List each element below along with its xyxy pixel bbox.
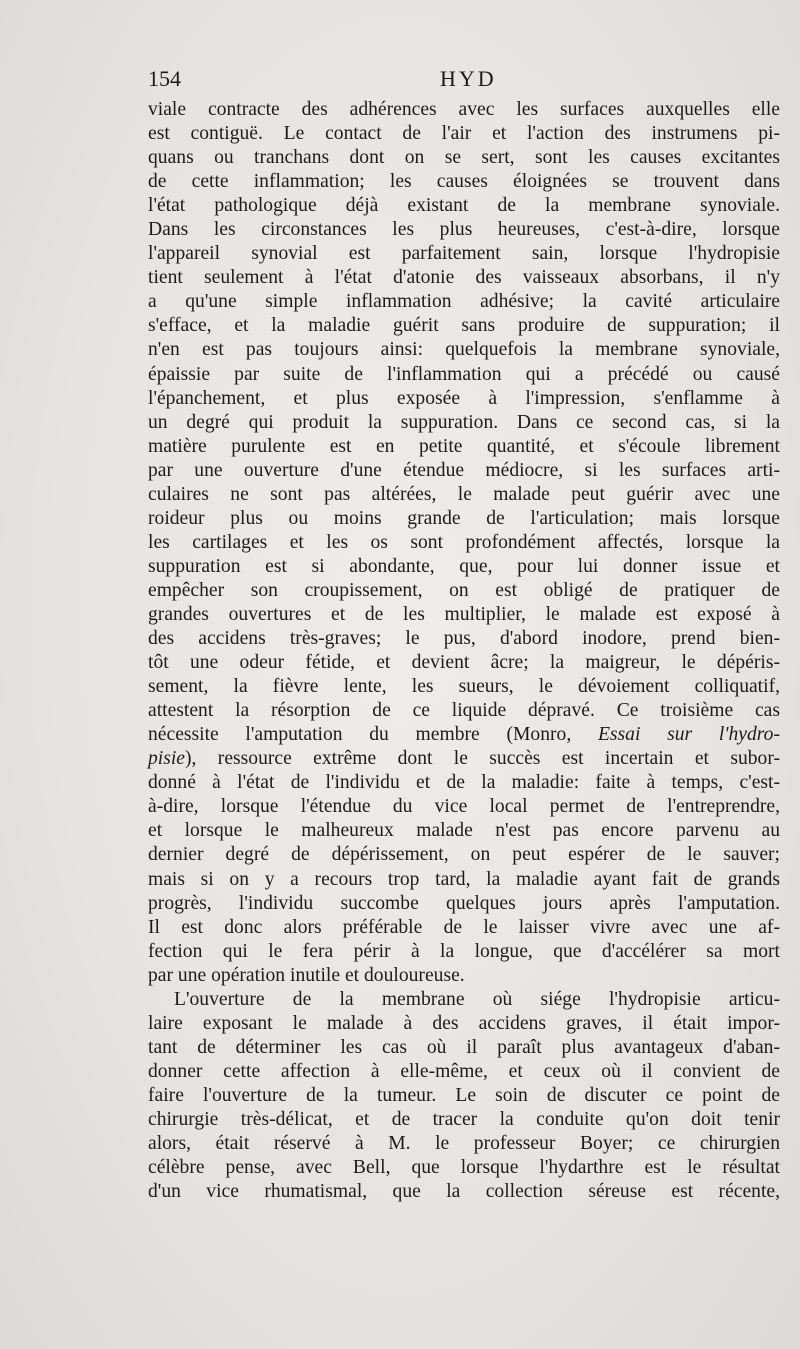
text-line: l'appareil synovial est parfaitement sain, lorsque l'hydropisie bbox=[148, 243, 780, 265]
text-line: d'un vice rhumatismal, que la collection séreuse est récente, bbox=[148, 1181, 780, 1203]
text-line: des accidens très-graves; le pus, d'abord inodore, prend bien- bbox=[148, 628, 780, 650]
text-line: l'épanchement, et plus exposée à l'impression, s'enflamme à bbox=[148, 387, 780, 409]
text-line: faire l'ouverture de la tumeur. Le soin de discuter ce point de bbox=[148, 1084, 780, 1106]
text-line: épaissie par suite de l'inflammation qui a précédé ou causé bbox=[148, 363, 780, 385]
text-line: est contiguë. Le contact de l'air et l'action des instrumens pi- bbox=[148, 123, 780, 145]
text-segment: ), ressource extrême dont le succès est incertain et subor- bbox=[185, 748, 780, 770]
text-line: quans ou tranchans dont on se sert, sont les causes excitantes bbox=[148, 147, 780, 169]
text-line: l'état pathologique déjà existant de la membrane synoviale. bbox=[148, 195, 780, 217]
text-line: dernier degré de dépérissement, on peut espérer de le sauver; bbox=[148, 844, 780, 866]
text-line: laire exposant le malade à des accidens graves, il était impor- bbox=[148, 1012, 780, 1034]
text-line: grandes ouvertures et de les multiplier, le malade est exposé à bbox=[148, 603, 780, 625]
page-header bbox=[148, 66, 780, 96]
text-segment: nécessite l'amputation du membre (Monro, bbox=[148, 724, 572, 746]
book-title-italic: Essai sur l'hydro- bbox=[597, 724, 780, 746]
running-head: HYD bbox=[440, 66, 497, 91]
paragraph-2 bbox=[148, 988, 780, 1204]
text-line: chirurgie très-délicat, et de tracer la conduite qu'on doit tenir bbox=[148, 1108, 780, 1130]
text-line: et lorsque le malheureux malade n'est pas encore parvenu au bbox=[148, 820, 780, 842]
text-line: viale contracte des adhérences avec les surfaces auxquelles elle bbox=[148, 99, 780, 120]
text-line: à-dire, lorsque l'étendue du vice local permet de l'entreprendre, bbox=[148, 796, 780, 818]
text-line: fection qui le fera périr à la longue, que d'accélérer sa mort bbox=[148, 940, 780, 962]
text-line: roideur plus ou moins grande de l'articulation; mais lorsque bbox=[148, 507, 780, 529]
text-line: a qu'une simple inflammation adhésive; la cavité articulaire bbox=[148, 291, 780, 313]
paragraph-1 bbox=[148, 98, 780, 988]
text-line: s'efface, et la maladie guérit sans produire de suppuration; il bbox=[148, 315, 780, 337]
text-line: Dans les circonstances les plus heureuses, c'est-à-dire, lorsque bbox=[148, 219, 780, 241]
text-line: empêcher son croupissement, on est obligé de pratiquer de bbox=[148, 579, 780, 601]
text-line: donné à l'état de l'individu et de la maladie: faite à temps, c'est- bbox=[148, 772, 780, 794]
text-line-pisie bbox=[148, 747, 780, 771]
text-line: culaires ne sont pas altérées, le malade peut guérir avec une bbox=[148, 483, 780, 505]
text-line: alors, était réservé à M. le professeur Boyer; ce chirurgien bbox=[148, 1133, 780, 1155]
text-line: mais si on y a recours trop tard, la maladie ayant fait de grands bbox=[148, 868, 780, 890]
text-line: de cette inflammation; les causes éloignées se trouvent dans bbox=[148, 171, 780, 193]
text-line: matière purulente est en petite quantité, et s'écoule librement bbox=[148, 435, 780, 457]
text-line: tant de déterminer les cas où il paraît plus avantageux d'aban- bbox=[148, 1036, 780, 1058]
text-line: suppuration est si abondante, que, pour lui donner issue et bbox=[148, 555, 780, 577]
text-line: tient seulement à l'état d'atonie des vaisseaux absorbans, il n'y bbox=[148, 267, 780, 289]
text-line: n'en est pas toujours ainsi: quelquefois la membrane synoviale, bbox=[148, 339, 780, 361]
text-line-indented: L'ouverture de la membrane où siége l'hydropisie articu- bbox=[174, 988, 780, 1010]
page-number: 154 bbox=[148, 66, 181, 91]
text-line: Il est donc alors préférable de le laisser vivre avec une af- bbox=[148, 916, 780, 938]
text-line: attestent la résorption de ce liquide dépravé. Ce troisième cas bbox=[148, 700, 780, 722]
body-text bbox=[148, 98, 780, 1204]
text-line: par une ouverture d'une étendue médiocre, si les surfaces arti- bbox=[148, 459, 780, 481]
text-line: célèbre pense, avec Bell, que lorsque l'hydarthre est le résultat bbox=[148, 1157, 780, 1179]
book-title-italic-continued: pisie bbox=[148, 748, 186, 770]
text-line: un degré qui produit la suppuration. Dans ce second cas, si la bbox=[148, 411, 780, 433]
text-line-last: par une opération inutile et douloureuse. bbox=[148, 964, 465, 986]
text-line: donner cette affection à elle-même, et ceux où il convient de bbox=[148, 1060, 780, 1082]
text-line: progrès, l'individu succombe quelques jours après l'amputation. bbox=[148, 892, 780, 914]
text-line: les cartilages et les os sont profondément affectés, lorsque la bbox=[148, 531, 780, 553]
text-line-monro bbox=[148, 723, 780, 747]
text-line: sement, la fièvre lente, les sueurs, le dévoiement colliquatif, bbox=[148, 676, 780, 698]
text-line: tôt une odeur fétide, et devient âcre; la maigreur, le dépéris- bbox=[148, 652, 780, 674]
